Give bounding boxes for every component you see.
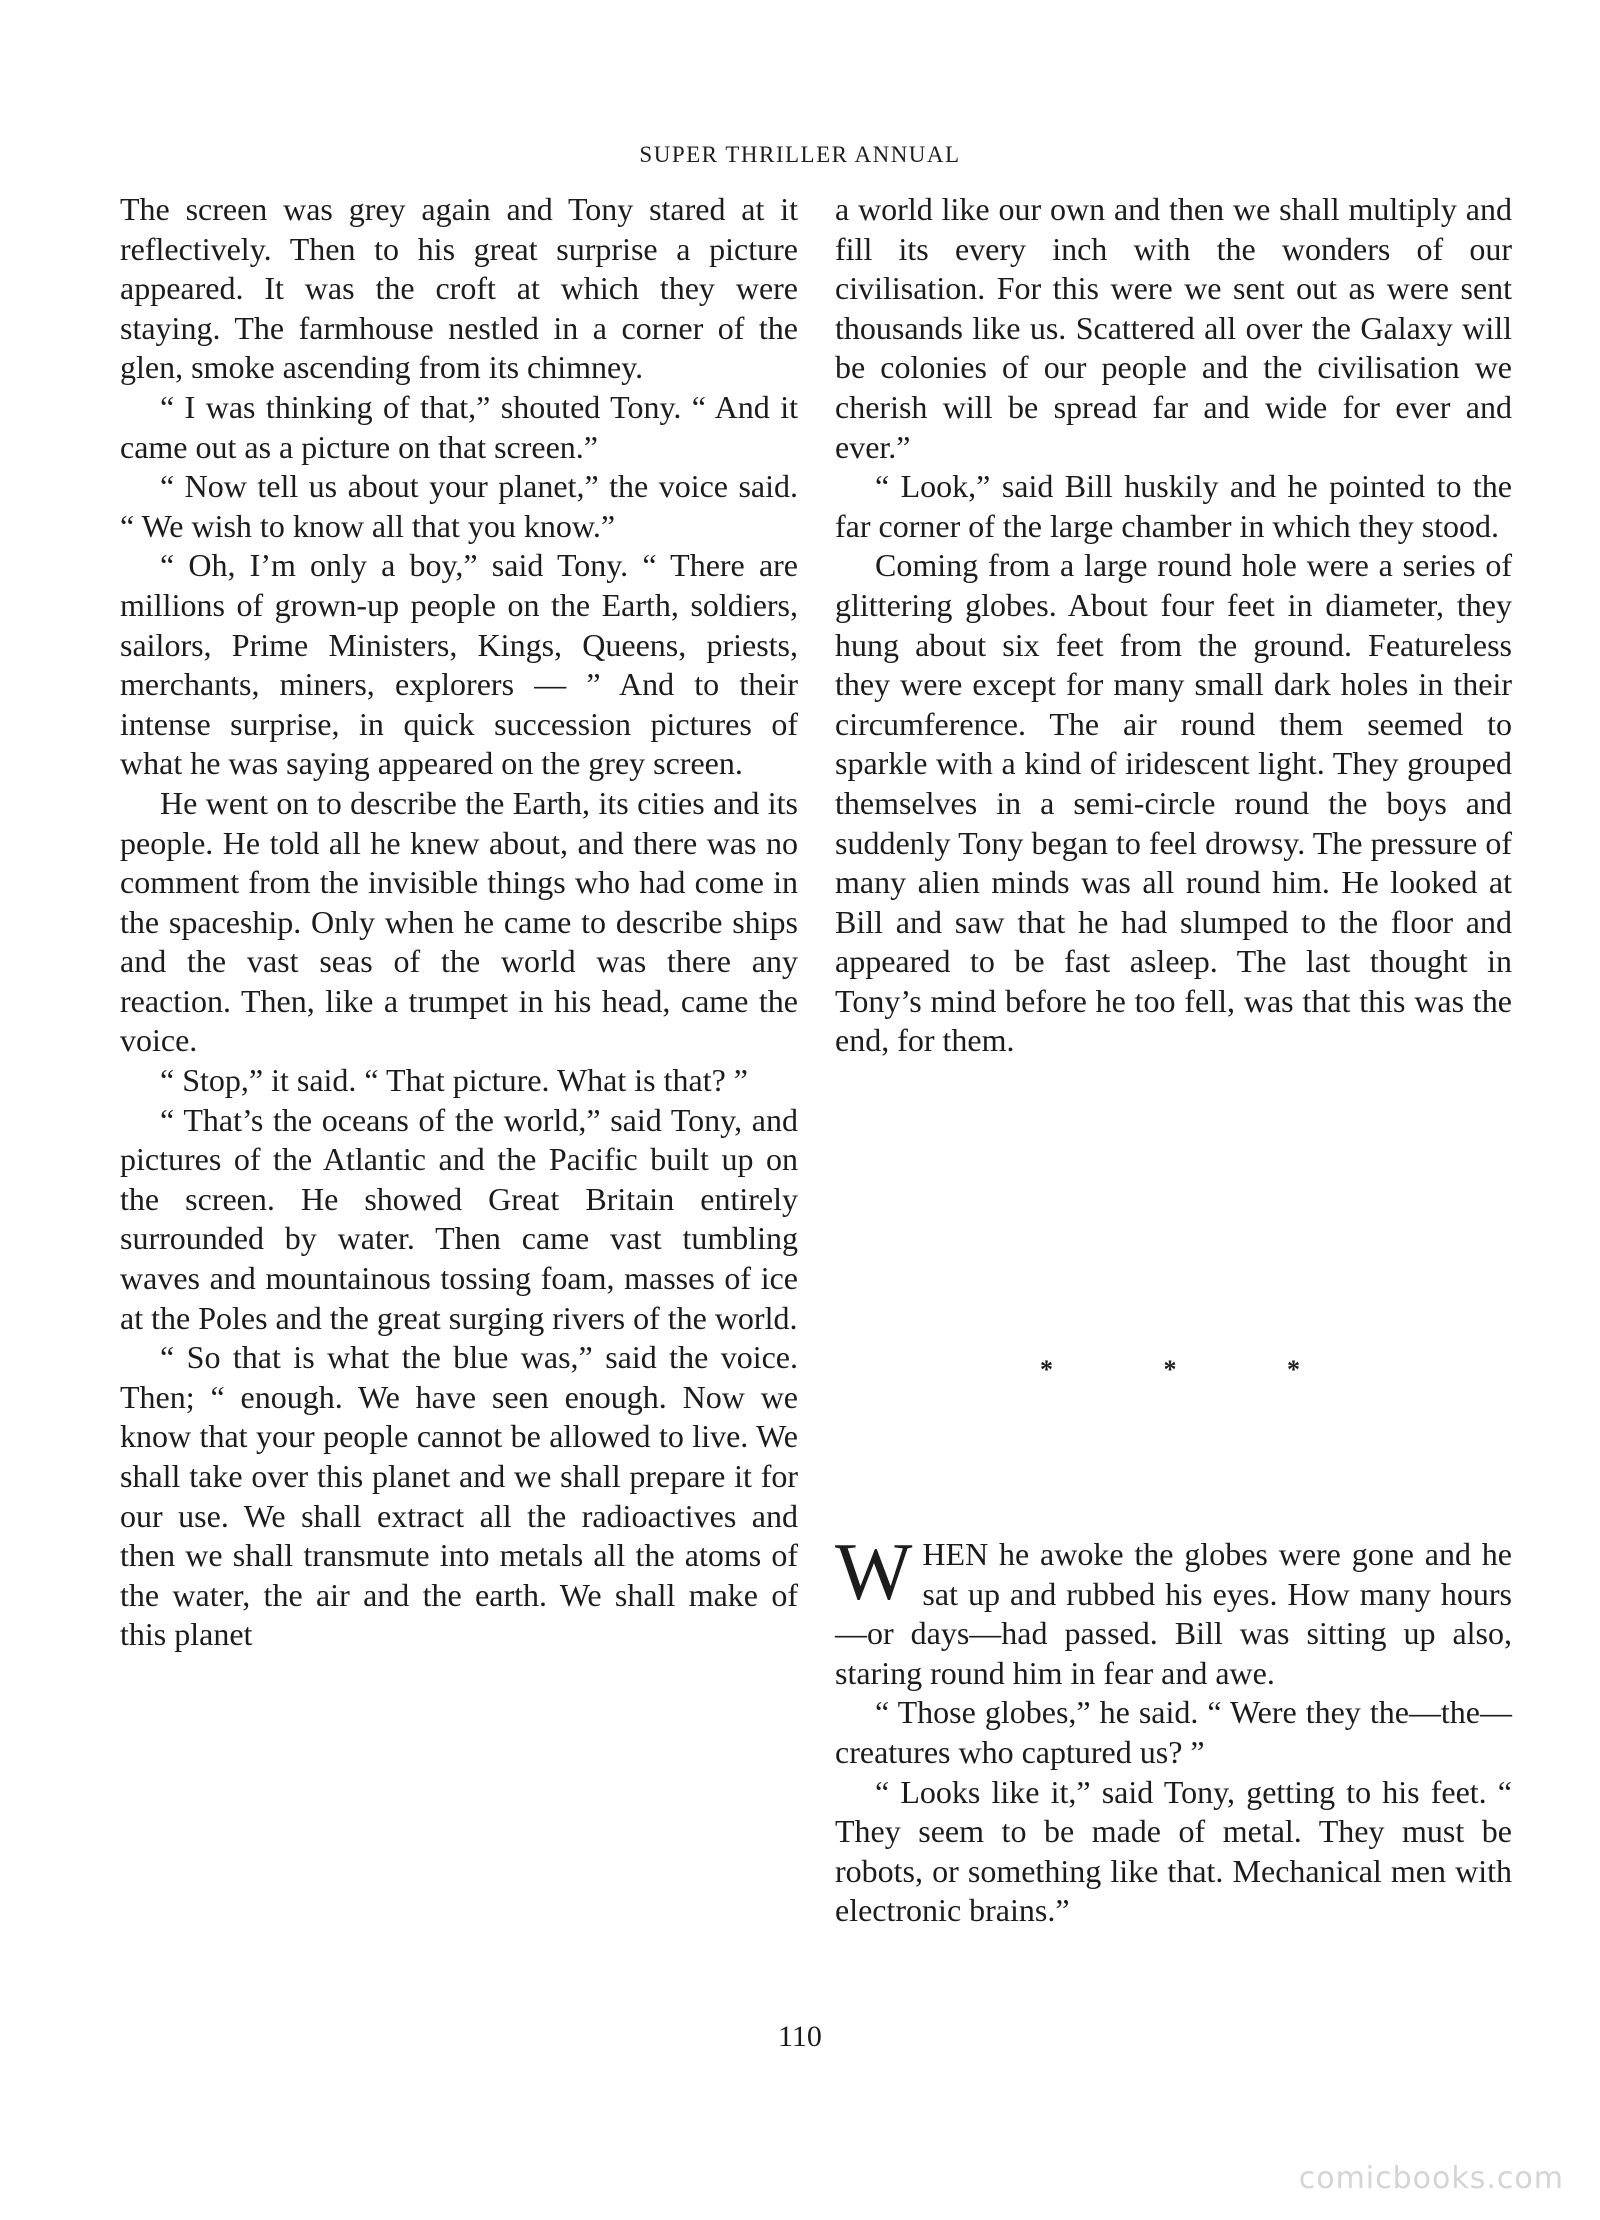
paragraph: “ Those globes,” he said. “ Were they the—the—creatures who captured us? ”	[835, 1694, 1512, 1770]
dropcap-paragraph	[835, 1526, 1512, 1693]
paragraph: “ Oh, I’m only a boy,” said Tony. “ There are millions of grown-up people on the Earth, soldiers, sailors, Prime Ministers, Kings, Queens, priests, merchants, miners, explorers — ” And to their intense surprise, in quick succession pictures of what he was saying appeared on the grey screen.	[120, 547, 798, 782]
asterisk-3: *	[1287, 1355, 1300, 1384]
section-break	[1040, 1355, 1300, 1385]
watermark: comicbooks.com	[1298, 2161, 1564, 2196]
paragraph: “ Now tell us about your planet,” the voice said. “ We wish to know all that you know.”	[120, 468, 798, 544]
asterisk-1: *	[1040, 1355, 1053, 1384]
page-number: 110	[778, 2020, 822, 2053]
left-column	[120, 190, 798, 1655]
paragraph: “ I was thinking of that,” shouted Tony. “ And it came out as a picture on that screen.”	[120, 388, 798, 465]
paragraph: “ Looks like it,” said Tony, getting to his feet. “ They seem to be made of metal. They must be robots, or something like that. Mechanical men with electronic brains.”	[835, 1773, 1512, 1929]
right-column-lower	[835, 1526, 1512, 1931]
running-title: SUPER THRILLER ANNUAL	[639, 142, 961, 167]
paragraph: “ Look,” said Bill huskily and he pointed to the far corner of the large chamber in which they stood.	[835, 468, 1512, 544]
continued-paragraph: a world like our own and then we shall multiply and fill its every inch with the wonders of our civilisation. For this were we sent out as were sent thousands like us. Scattered all over the Galaxy will be colonies of our people and the civilisation we cherish will be spread far and wide for ever and ever.”	[835, 191, 1512, 465]
paragraph: The screen was grey again and Tony stared at it reflectively. Then to his great surprise a picture appeared. It was the croft at which they were staying. The farmhouse nestled in a corner of the glen, smoke ascending from its chimney.	[120, 191, 798, 386]
right-column-upper	[835, 190, 1512, 1061]
asterisk-2: *	[1163, 1355, 1177, 1384]
paragraph: “ So that is what the blue was,” said the voice. Then; “ enough. We have seen enough. Now we know that your people cannot be allowed to live. We shall take over this planet and we shall prepare it for our use. We shall extract all the radioactives and then we shall transmute into metals all the atoms of the water, the air and the earth. We shall make of this planet	[120, 1339, 798, 1653]
dropcap-paragraph-text: HEN he awoke the globes were gone and he sat up and rubbed his eyes. How many hours—or days—had passed. Bill was sitting up also, staring round him in fear and awe.	[835, 1536, 1512, 1691]
paragraph: He went on to describe the Earth, its cities and its people. He told all he knew about, and there was no comment from the invisible things who had come in the spaceship. Only when he came to describe ships and the vast seas of the world was there any reaction. Then, like a trumpet in his head, came the voice.	[120, 784, 798, 1059]
paragraph: Coming from a large round hole were a series of glittering globes. About four feet in diameter, they hung about six feet from the ground. Featureless they were except for many small dark holes in their circumference. The air round them seemed to sparkle with a kind of iridescent light. They grouped themselves in a semi-circle round the boys and suddenly Tony began to feel drowsy. The pressure of many alien minds was all round him. He looked at Bill and saw that he had slumped to the floor and appeared to be fast asleep. The last thought in Tony’s mind before he too fell, was that this was the end, for them.	[835, 547, 1512, 1059]
drop-cap: W	[835, 1526, 913, 1617]
paragraph: “ Stop,” it said. “ That picture. What is that? ”	[160, 1062, 748, 1099]
paragraph: “ That’s the oceans of the world,” said Tony, and pictures of the Atlantic and the Pacific built up on the screen. He showed Great Britain entirely surrounded by water. Then came vast tumbling waves and mountainous tossing foam, masses of ice at the Poles and the great surging rivers of the world.	[120, 1101, 798, 1336]
